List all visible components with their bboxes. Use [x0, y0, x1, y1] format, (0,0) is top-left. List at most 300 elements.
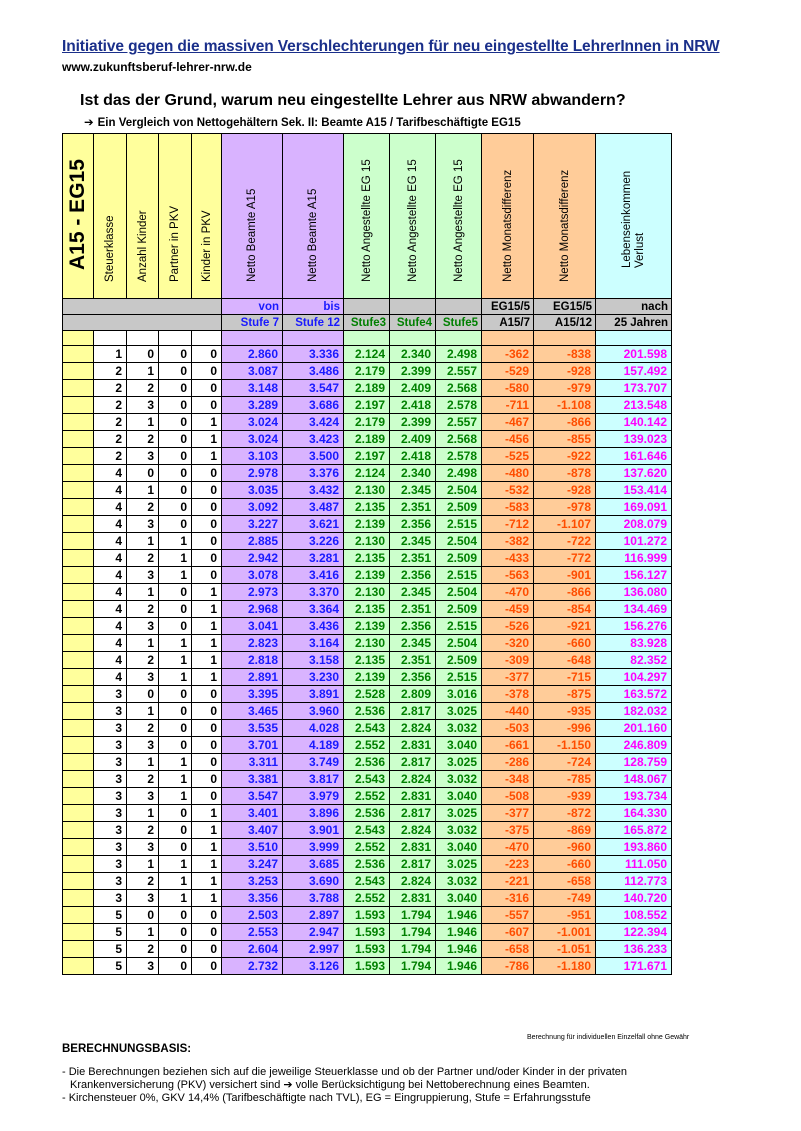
netto-a15-bis-cell: 4.028: [283, 720, 344, 737]
header-netto-a15-bis: Netto Beamte A15: [283, 134, 344, 299]
lebensverlust-cell: 156.127: [596, 567, 672, 584]
row-marker: [63, 346, 94, 363]
netto-a15-bis-cell: 3.621: [283, 516, 344, 533]
subtitle-text: Ein Vergleich von Nettogehältern Sek. II: Beamte A15 / Tarifbeschäftigte EG15: [97, 117, 521, 129]
netto-eg15-stufe3-cell: 2.135: [344, 499, 390, 516]
kinder-pkv-cell: 1: [192, 890, 222, 907]
monatsdifferenz-1-cell: -378: [482, 686, 534, 703]
monatsdifferenz-1-cell: -480: [482, 465, 534, 482]
netto-eg15-stufe5-cell: 3.025: [436, 805, 482, 822]
kinder-pkv-cell: 0: [192, 771, 222, 788]
monatsdifferenz-2-cell: -960: [534, 839, 596, 856]
monatsdifferenz-1-cell: -375: [482, 822, 534, 839]
lebensverlust-cell: 136.233: [596, 941, 672, 958]
kinder-pkv-cell: 1: [192, 669, 222, 686]
table-row: [63, 856, 672, 873]
kinder-pkv-cell: 0: [192, 499, 222, 516]
kinder-cell: 2: [127, 720, 159, 737]
kinder-cell: 1: [127, 805, 159, 822]
monatsdifferenz-2-cell: -715: [534, 669, 596, 686]
steuerklasse-cell: 3: [94, 890, 127, 907]
steuerklasse-cell: 4: [94, 669, 127, 686]
table-body: [63, 346, 672, 975]
netto-a15-bis-cell: 3.896: [283, 805, 344, 822]
row-marker: [63, 924, 94, 941]
steuerklasse-cell: 2: [94, 431, 127, 448]
lebensverlust-cell: 83.928: [596, 635, 672, 652]
steuerklasse-cell: 3: [94, 822, 127, 839]
netto-eg15-stufe5-cell: 1.946: [436, 907, 482, 924]
row-marker: [63, 550, 94, 567]
partner-pkv-cell: 1: [159, 669, 192, 686]
netto-eg15-stufe4-cell: 2.356: [390, 669, 436, 686]
steuerklasse-cell: 4: [94, 499, 127, 516]
table-row: [63, 788, 672, 805]
netto-a15-von-cell: 3.227: [222, 516, 283, 533]
steuerklasse-cell: 4: [94, 567, 127, 584]
monatsdifferenz-1-cell: -525: [482, 448, 534, 465]
subheader-row-2: [63, 315, 672, 331]
table-row: [63, 584, 672, 601]
netto-eg15-stufe3-cell: 2.130: [344, 482, 390, 499]
header-partner-pkv: Partner in PKV: [159, 134, 192, 299]
row-marker: [63, 652, 94, 669]
monatsdifferenz-1-cell: -348: [482, 771, 534, 788]
netto-eg15-stufe5-cell: 2.568: [436, 380, 482, 397]
lebensverlust-cell: 163.572: [596, 686, 672, 703]
steuerklasse-cell: 5: [94, 907, 127, 924]
kinder-pkv-cell: 0: [192, 788, 222, 805]
monatsdifferenz-1-cell: -456: [482, 431, 534, 448]
lebensverlust-cell: 201.598: [596, 346, 672, 363]
header-netto-eg15-stufe3: Netto Angestellte EG 15: [344, 134, 390, 299]
monatsdifferenz-1-cell: -503: [482, 720, 534, 737]
monatsdifferenz-2-cell: -928: [534, 482, 596, 499]
netto-a15-von-cell: 3.253: [222, 873, 283, 890]
netto-eg15-stufe5-cell: 2.504: [436, 482, 482, 499]
monatsdifferenz-1-cell: -607: [482, 924, 534, 941]
netto-a15-von-cell: 2.553: [222, 924, 283, 941]
netto-eg15-stufe3-cell: 2.139: [344, 567, 390, 584]
netto-eg15-stufe3-cell: 2.543: [344, 822, 390, 839]
row-marker: [63, 941, 94, 958]
netto-eg15-stufe3-cell: 2.135: [344, 652, 390, 669]
row-marker: [63, 618, 94, 635]
header-monatsdifferenz-2: Netto Monatsdifferenz: [534, 134, 596, 299]
table-row: [63, 465, 672, 482]
lebensverlust-cell: 193.860: [596, 839, 672, 856]
table-row: [63, 669, 672, 686]
basis-line-3: - Kirchensteuer 0%, GKV 14,4% (Tarifbeschäftigte nach TVL), EG = Eingruppierung, Stufe = Erfahrungsstufe: [62, 1092, 591, 1104]
monatsdifferenz-2-cell: -996: [534, 720, 596, 737]
netto-eg15-stufe3-cell: 2.139: [344, 618, 390, 635]
row-marker: [63, 567, 94, 584]
netto-eg15-stufe4-cell: 2.399: [390, 363, 436, 380]
lebensverlust-cell: 108.552: [596, 907, 672, 924]
netto-eg15-stufe4-cell: 2.351: [390, 652, 436, 669]
netto-eg15-stufe4-cell: 2.356: [390, 618, 436, 635]
kinder-pkv-cell: 1: [192, 805, 222, 822]
website-url[interactable]: www.zukunftsberuf-lehrer-nrw.de: [62, 60, 252, 74]
netto-eg15-stufe4-cell: 2.340: [390, 465, 436, 482]
table-row: [63, 635, 672, 652]
row-marker: [63, 669, 94, 686]
netto-eg15-stufe4-cell: 2.817: [390, 754, 436, 771]
table-row: [63, 771, 672, 788]
partner-pkv-cell: 0: [159, 907, 192, 924]
netto-a15-bis-cell: 3.891: [283, 686, 344, 703]
netto-eg15-stufe4-cell: 2.831: [390, 788, 436, 805]
netto-eg15-stufe5-cell: 1.946: [436, 924, 482, 941]
subheader-bis: bis: [283, 299, 344, 315]
netto-a15-von-cell: 3.465: [222, 703, 283, 720]
steuerklasse-cell: 4: [94, 652, 127, 669]
basis-notes: [62, 1066, 627, 1105]
row-marker: [63, 771, 94, 788]
header-monatsdifferenz-1: Netto Monatsdifferenz: [482, 134, 534, 299]
netto-a15-von-cell: 3.024: [222, 414, 283, 431]
netto-eg15-stufe4-cell: 2.831: [390, 839, 436, 856]
table-row: [63, 397, 672, 414]
netto-a15-bis-cell: 3.547: [283, 380, 344, 397]
kinder-pkv-cell: 1: [192, 822, 222, 839]
row-marker: [63, 890, 94, 907]
partner-pkv-cell: 0: [159, 737, 192, 754]
kinder-pkv-cell: 0: [192, 363, 222, 380]
table-title: A15 - EG15: [66, 159, 89, 270]
partner-pkv-cell: 1: [159, 788, 192, 805]
subheader-stufe5: Stufe5: [436, 315, 482, 331]
subheader-eg15-5-b: EG15/5: [534, 299, 596, 315]
netto-a15-bis-cell: 3.486: [283, 363, 344, 380]
partner-pkv-cell: 0: [159, 924, 192, 941]
netto-eg15-stufe3-cell: 2.135: [344, 601, 390, 618]
row-marker: [63, 703, 94, 720]
monatsdifferenz-2-cell: -1.001: [534, 924, 596, 941]
steuerklasse-cell: 4: [94, 601, 127, 618]
monatsdifferenz-2-cell: -855: [534, 431, 596, 448]
netto-eg15-stufe3-cell: 2.536: [344, 754, 390, 771]
row-marker: [63, 873, 94, 890]
partner-pkv-cell: 1: [159, 567, 192, 584]
kinder-pkv-cell: 0: [192, 482, 222, 499]
steuerklasse-cell: 4: [94, 516, 127, 533]
netto-a15-von-cell: 2.891: [222, 669, 283, 686]
lebensverlust-cell: 246.809: [596, 737, 672, 754]
steuerklasse-cell: 3: [94, 754, 127, 771]
steuerklasse-cell: 5: [94, 941, 127, 958]
row-marker: [63, 499, 94, 516]
kinder-cell: 2: [127, 499, 159, 516]
table-row: [63, 414, 672, 431]
steuerklasse-cell: 4: [94, 550, 127, 567]
monatsdifferenz-1-cell: -286: [482, 754, 534, 771]
netto-eg15-stufe3-cell: 2.139: [344, 516, 390, 533]
partner-pkv-cell: 0: [159, 499, 192, 516]
netto-eg15-stufe5-cell: 3.032: [436, 873, 482, 890]
netto-eg15-stufe3-cell: 1.593: [344, 924, 390, 941]
netto-a15-bis-cell: 3.416: [283, 567, 344, 584]
monatsdifferenz-2-cell: -749: [534, 890, 596, 907]
steuerklasse-cell: 2: [94, 448, 127, 465]
lebensverlust-cell: 128.759: [596, 754, 672, 771]
subtitle: [84, 115, 521, 129]
partner-pkv-cell: 1: [159, 890, 192, 907]
partner-pkv-cell: 0: [159, 686, 192, 703]
kinder-pkv-cell: 0: [192, 567, 222, 584]
table-row: [63, 839, 672, 856]
netto-eg15-stufe4-cell: 2.409: [390, 380, 436, 397]
netto-eg15-stufe5-cell: 1.946: [436, 958, 482, 975]
kinder-pkv-cell: 0: [192, 754, 222, 771]
netto-a15-von-cell: 2.860: [222, 346, 283, 363]
netto-eg15-stufe5-cell: 2.504: [436, 635, 482, 652]
netto-eg15-stufe4-cell: 2.809: [390, 686, 436, 703]
netto-a15-bis-cell: 3.432: [283, 482, 344, 499]
steuerklasse-cell: 4: [94, 618, 127, 635]
netto-a15-von-cell: 3.547: [222, 788, 283, 805]
netto-eg15-stufe4-cell: 2.817: [390, 856, 436, 873]
partner-pkv-cell: 0: [159, 363, 192, 380]
kinder-cell: 2: [127, 380, 159, 397]
row-marker: [63, 533, 94, 550]
lebensverlust-cell: 82.352: [596, 652, 672, 669]
kinder-cell: 2: [127, 822, 159, 839]
monatsdifferenz-1-cell: -557: [482, 907, 534, 924]
netto-a15-von-cell: 3.078: [222, 567, 283, 584]
kinder-pkv-cell: 1: [192, 448, 222, 465]
monatsdifferenz-2-cell: -875: [534, 686, 596, 703]
netto-eg15-stufe5-cell: 2.515: [436, 669, 482, 686]
kinder-pkv-cell: 0: [192, 533, 222, 550]
monatsdifferenz-2-cell: -1.051: [534, 941, 596, 958]
netto-eg15-stufe5-cell: 2.515: [436, 516, 482, 533]
monatsdifferenz-1-cell: -583: [482, 499, 534, 516]
table-row: [63, 363, 672, 380]
monatsdifferenz-2-cell: -872: [534, 805, 596, 822]
monatsdifferenz-2-cell: -658: [534, 873, 596, 890]
monatsdifferenz-1-cell: -467: [482, 414, 534, 431]
netto-eg15-stufe4-cell: 2.345: [390, 482, 436, 499]
kinder-pkv-cell: 0: [192, 737, 222, 754]
lebensverlust-cell: 193.734: [596, 788, 672, 805]
netto-a15-bis-cell: 3.960: [283, 703, 344, 720]
netto-eg15-stufe3-cell: 2.552: [344, 737, 390, 754]
netto-eg15-stufe4-cell: 2.817: [390, 703, 436, 720]
netto-a15-von-cell: 3.103: [222, 448, 283, 465]
netto-a15-bis-cell: 3.230: [283, 669, 344, 686]
steuerklasse-cell: 2: [94, 414, 127, 431]
monatsdifferenz-2-cell: -724: [534, 754, 596, 771]
basis-line-1: - Die Berechnungen beziehen sich auf die jeweilige Steuerklasse und ob der Partner und/oder Kinder in der privaten: [62, 1066, 628, 1078]
kinder-cell: 1: [127, 703, 159, 720]
kinder-cell: 3: [127, 448, 159, 465]
kinder-cell: 0: [127, 346, 159, 363]
partner-pkv-cell: 1: [159, 873, 192, 890]
netto-a15-bis-cell: 3.336: [283, 346, 344, 363]
netto-a15-bis-cell: 3.749: [283, 754, 344, 771]
steuerklasse-cell: 3: [94, 737, 127, 754]
netto-eg15-stufe5-cell: 3.032: [436, 720, 482, 737]
netto-eg15-stufe5-cell: 2.509: [436, 601, 482, 618]
table-row: [63, 754, 672, 771]
netto-eg15-stufe5-cell: 2.515: [436, 618, 482, 635]
row-marker: [63, 363, 94, 380]
netto-eg15-stufe5-cell: 2.498: [436, 465, 482, 482]
monatsdifferenz-2-cell: -1.108: [534, 397, 596, 414]
lebensverlust-cell: 169.091: [596, 499, 672, 516]
lebensverlust-cell: 104.297: [596, 669, 672, 686]
steuerklasse-cell: 3: [94, 686, 127, 703]
monatsdifferenz-2-cell: -901: [534, 567, 596, 584]
kinder-cell: 2: [127, 652, 159, 669]
netto-eg15-stufe4-cell: 1.794: [390, 958, 436, 975]
kinder-pkv-cell: 1: [192, 873, 222, 890]
kinder-pkv-cell: 1: [192, 635, 222, 652]
monatsdifferenz-2-cell: -951: [534, 907, 596, 924]
kinder-cell: 2: [127, 873, 159, 890]
monatsdifferenz-1-cell: -223: [482, 856, 534, 873]
netto-a15-von-cell: 3.311: [222, 754, 283, 771]
table-row: [63, 941, 672, 958]
partner-pkv-cell: 0: [159, 431, 192, 448]
netto-eg15-stufe3-cell: 1.593: [344, 907, 390, 924]
row-marker: [63, 839, 94, 856]
header-netto-eg15-stufe5: Netto Angestellte EG 15: [436, 134, 482, 299]
subheader-stufe12: Stufe 12: [283, 315, 344, 331]
row-marker: [63, 414, 94, 431]
monatsdifferenz-2-cell: -1.150: [534, 737, 596, 754]
partner-pkv-cell: 0: [159, 380, 192, 397]
netto-a15-bis-cell: 3.500: [283, 448, 344, 465]
header-netto-eg15-stufe4: Netto Angestellte EG 15: [390, 134, 436, 299]
netto-eg15-stufe5-cell: 2.568: [436, 431, 482, 448]
netto-a15-bis-cell: 3.158: [283, 652, 344, 669]
subheader-nach: nach: [596, 299, 672, 315]
lebensverlust-cell: 156.276: [596, 618, 672, 635]
netto-a15-bis-cell: 3.281: [283, 550, 344, 567]
kinder-cell: 1: [127, 482, 159, 499]
netto-eg15-stufe3-cell: 2.189: [344, 431, 390, 448]
header-lebenseinkommen-verlust: Lebenseinkommen Verlust: [596, 134, 672, 299]
netto-eg15-stufe4-cell: 2.351: [390, 499, 436, 516]
partner-pkv-cell: 0: [159, 805, 192, 822]
lebensverlust-cell: 122.394: [596, 924, 672, 941]
monatsdifferenz-1-cell: -786: [482, 958, 534, 975]
steuerklasse-cell: 4: [94, 465, 127, 482]
kinder-pkv-cell: 0: [192, 958, 222, 975]
row-marker: [63, 635, 94, 652]
netto-eg15-stufe3-cell: 2.124: [344, 465, 390, 482]
netto-eg15-stufe5-cell: 1.946: [436, 941, 482, 958]
monatsdifferenz-2-cell: -660: [534, 635, 596, 652]
netto-eg15-stufe3-cell: 2.528: [344, 686, 390, 703]
lebensverlust-cell: 111.050: [596, 856, 672, 873]
kinder-cell: 3: [127, 788, 159, 805]
monatsdifferenz-1-cell: -377: [482, 669, 534, 686]
netto-a15-von-cell: 2.942: [222, 550, 283, 567]
kinder-cell: 1: [127, 363, 159, 380]
netto-a15-bis-cell: 3.364: [283, 601, 344, 618]
steuerklasse-cell: 3: [94, 788, 127, 805]
row-marker: [63, 601, 94, 618]
monatsdifferenz-1-cell: -382: [482, 533, 534, 550]
table-row: [63, 533, 672, 550]
netto-eg15-stufe4-cell: 1.794: [390, 941, 436, 958]
netto-eg15-stufe3-cell: 2.543: [344, 873, 390, 890]
monatsdifferenz-1-cell: -532: [482, 482, 534, 499]
table-row: [63, 499, 672, 516]
disclaimer-note: Berechnung für individuellen Einzelfall ohne Gewähr: [527, 1034, 690, 1041]
header-row: [63, 134, 672, 299]
kinder-pkv-cell: 0: [192, 397, 222, 414]
partner-pkv-cell: 1: [159, 652, 192, 669]
kinder-cell: 2: [127, 941, 159, 958]
lebensverlust-cell: 101.272: [596, 533, 672, 550]
partner-pkv-cell: 0: [159, 720, 192, 737]
netto-eg15-stufe5-cell: 2.578: [436, 397, 482, 414]
monatsdifferenz-2-cell: -785: [534, 771, 596, 788]
netto-eg15-stufe3-cell: 2.552: [344, 788, 390, 805]
monatsdifferenz-2-cell: -978: [534, 499, 596, 516]
monatsdifferenz-2-cell: -838: [534, 346, 596, 363]
salary-comparison-table: [62, 133, 672, 975]
row-marker: [63, 805, 94, 822]
subheader-stufe7: Stufe 7: [222, 315, 283, 331]
table-row: [63, 958, 672, 975]
netto-eg15-stufe5-cell: 3.032: [436, 771, 482, 788]
partner-pkv-cell: 0: [159, 516, 192, 533]
kinder-pkv-cell: 1: [192, 652, 222, 669]
netto-eg15-stufe5-cell: 3.025: [436, 703, 482, 720]
header-netto-a15-von: Netto Beamte A15: [222, 134, 283, 299]
partner-pkv-cell: 0: [159, 822, 192, 839]
kinder-pkv-cell: 1: [192, 839, 222, 856]
netto-eg15-stufe3-cell: 2.543: [344, 720, 390, 737]
steuerklasse-cell: 3: [94, 856, 127, 873]
monatsdifferenz-1-cell: -309: [482, 652, 534, 669]
subheader-a15-12: A15/12: [534, 315, 596, 331]
netto-eg15-stufe4-cell: 2.824: [390, 720, 436, 737]
table-row: [63, 720, 672, 737]
table-row: [63, 890, 672, 907]
lebensverlust-cell: 137.620: [596, 465, 672, 482]
row-marker: [63, 907, 94, 924]
netto-eg15-stufe5-cell: 3.040: [436, 788, 482, 805]
kinder-cell: 3: [127, 567, 159, 584]
netto-a15-von-cell: 2.823: [222, 635, 283, 652]
netto-a15-von-cell: 2.604: [222, 941, 283, 958]
netto-a15-bis-cell: 2.897: [283, 907, 344, 924]
netto-eg15-stufe4-cell: 2.356: [390, 567, 436, 584]
netto-a15-bis-cell: 3.164: [283, 635, 344, 652]
kinder-pkv-cell: 0: [192, 550, 222, 567]
lebensverlust-cell: 171.671: [596, 958, 672, 975]
row-marker: [63, 856, 94, 873]
lebensverlust-cell: 173.707: [596, 380, 672, 397]
netto-eg15-stufe3-cell: 2.135: [344, 550, 390, 567]
steuerklasse-cell: 3: [94, 873, 127, 890]
lebensverlust-cell: 165.872: [596, 822, 672, 839]
lebensverlust-cell: 153.414: [596, 482, 672, 499]
netto-eg15-stufe5-cell: 2.504: [436, 533, 482, 550]
netto-eg15-stufe5-cell: 3.040: [436, 890, 482, 907]
initiative-banner: Initiative gegen die massiven Verschlechterungen für neu eingestellte LehrerInnen in NRW: [62, 38, 720, 55]
netto-eg15-stufe4-cell: 2.345: [390, 635, 436, 652]
monatsdifferenz-2-cell: -922: [534, 448, 596, 465]
steuerklasse-cell: 2: [94, 397, 127, 414]
subheader-eg15-5-a: EG15/5: [482, 299, 534, 315]
